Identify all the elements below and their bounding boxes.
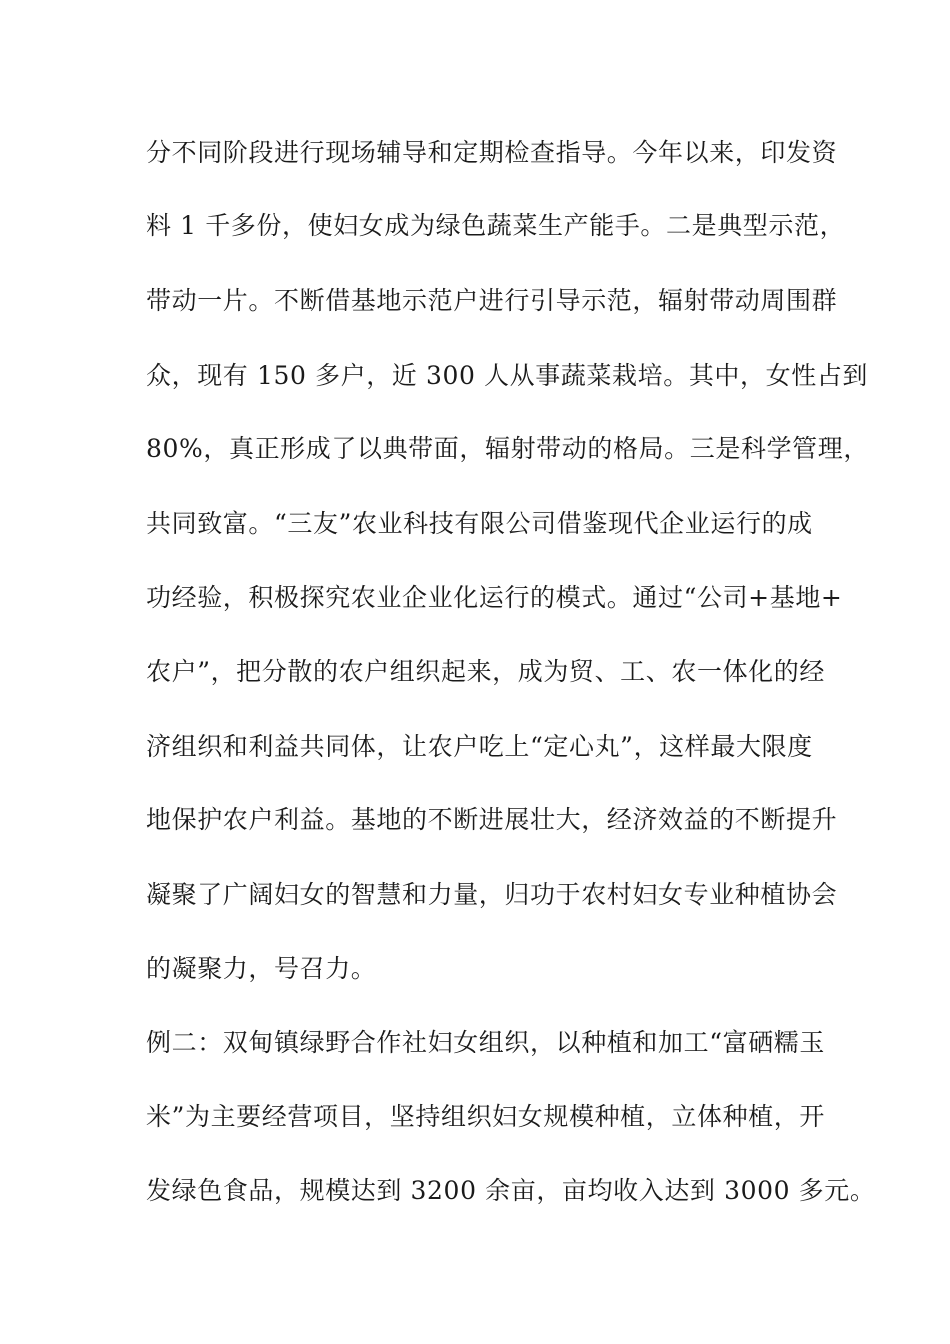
text-line-10: 地保护农户利益。基地的不断进展壮大，经济效益的不断提升	[146, 805, 838, 834]
text-line-5: 80%，真正形成了以典带面，辐射带动的格局。三是科学管理，	[146, 434, 869, 463]
text-line-13: 例二：双甸镇绿野合作社妇女组织，以种植和加工“富硒糯玉	[146, 1028, 825, 1057]
text-line-12: 的凝聚力，号召力。	[146, 954, 377, 983]
text-line-9: 济组织和利益共同体，让农户吃上“定心丸”，这样最大限度	[146, 732, 813, 761]
text-line-1: 分不同阶段进行现场辅导和定期检查指导。今年以来，印发资	[146, 138, 838, 167]
text-line-4: 众，现有 150 多户，近 300 人从事蔬菜栽培。其中，女性占到	[146, 361, 869, 390]
text-line-6: 共同致富。“三友”农业科技有限公司借鉴现代企业运行的成	[146, 509, 813, 538]
text-line-8: 农户”，把分散的农户组织起来，成为贸、工、农一体化的经	[146, 657, 825, 686]
text-line-3: 带动一片。不断借基地示范户进行引导示范，辐射带动周围群	[146, 286, 838, 315]
text-line-7: 功经验，积极探究农业企业化运行的模式。通过“公司+基地+	[146, 583, 843, 612]
text-line-11: 凝聚了广阔妇女的智慧和力量，归功于农村妇女专业种植协会	[146, 880, 838, 909]
text-line-15: 发绿色食品，规模达到 3200 余亩，亩均收入达到 3000 多元。	[146, 1176, 876, 1205]
text-line-14: 米”为主要经营项目，坚持组织妇女规模种植，立体种植，开	[146, 1102, 825, 1131]
text-line-2: 料 1 千多份，使妇女成为绿色蔬菜生产能手。二是典型示范，	[146, 211, 846, 240]
